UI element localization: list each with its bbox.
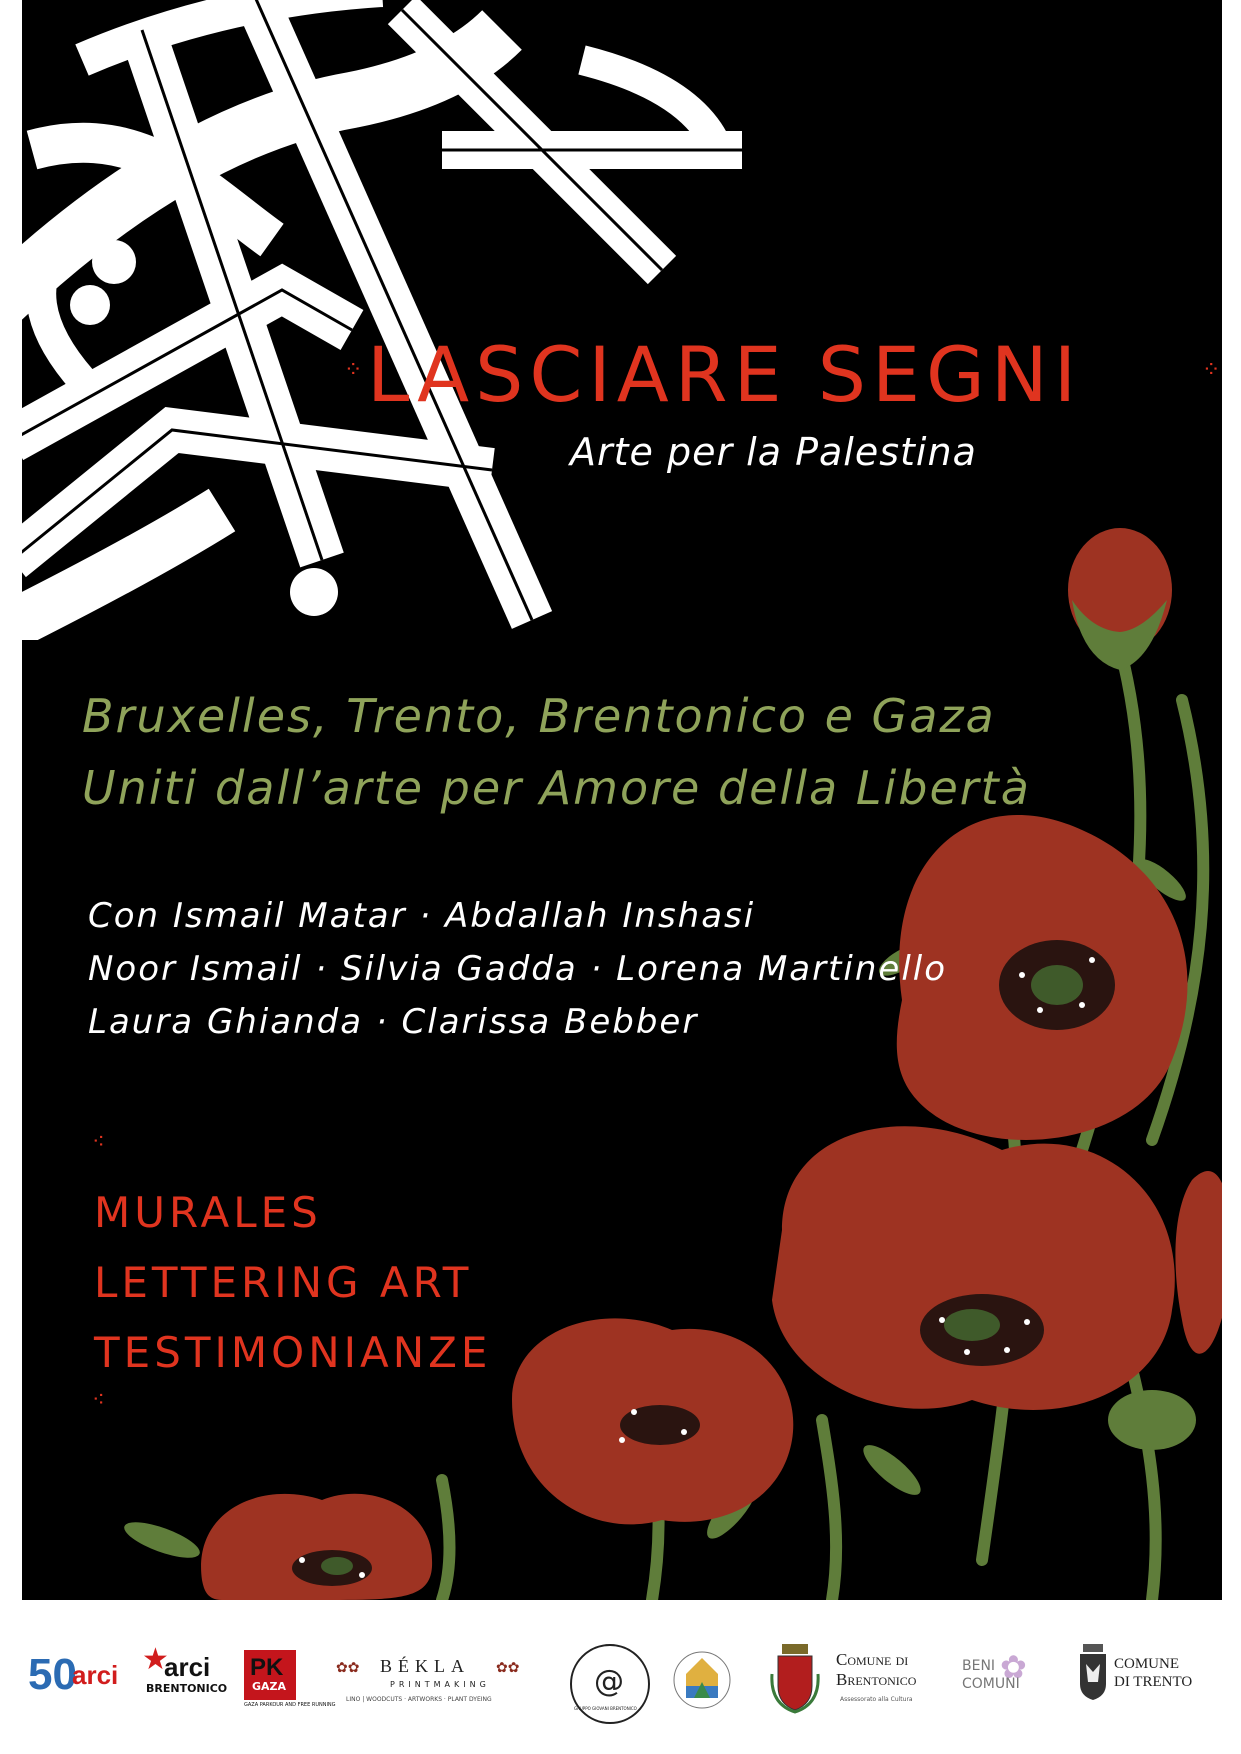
title-ornament-left: ⁘ bbox=[344, 358, 363, 383]
comune-brentonico-logo: Comune di Brentonico Assessorato alla Cultura bbox=[770, 1644, 950, 1724]
event-item: LETTERING ART bbox=[94, 1258, 473, 1307]
artist-line: Laura Ghianda · Clarissa Bebber bbox=[88, 1002, 699, 1042]
poster-margin bbox=[1222, 0, 1241, 1600]
arci-50-logo: 50 arci bbox=[28, 1650, 119, 1699]
poster bbox=[22, 0, 1222, 1600]
pk-gaza-logo: PK GAZA GAZA PARKOUR AND FREE RUNNING bbox=[244, 1650, 304, 1716]
star-icon: ★ bbox=[142, 1642, 169, 1677]
sponsor-logo-bar bbox=[0, 1600, 1241, 1754]
poster-subtitle: Arte per la Palestina bbox=[570, 430, 977, 474]
crest-icon bbox=[672, 1644, 732, 1724]
artist-line: Noor Ismail · Silvia Gadda · Lorena Martinello bbox=[88, 949, 948, 989]
coat-of-arms-icon bbox=[770, 1644, 820, 1714]
title-ornament-right: ⁘ bbox=[1202, 358, 1221, 383]
events-ornament-top: ⁖ bbox=[92, 1130, 105, 1155]
event-list bbox=[94, 1178, 491, 1388]
poster-title: LASCIARE SEGNI bbox=[367, 330, 1083, 419]
arci-brentonico-logo: ★ arci BRENTONICO bbox=[142, 1642, 228, 1695]
bekla-printmaking-logo: ✿✿ BÉKLA ✿✿ PRINTMAKING LINO | WOODCUTS · ARTWORKS · PLANT DYEING bbox=[336, 1656, 520, 1703]
flower-icon: ✿✿ bbox=[336, 1660, 360, 1676]
flower-icon: ✿ bbox=[1000, 1648, 1027, 1686]
events-ornament-bottom: ⁖ bbox=[92, 1388, 105, 1413]
eagle-crest-icon bbox=[1078, 1644, 1108, 1700]
parish-crest-logo bbox=[672, 1644, 732, 1724]
gruppo-giovani-logo: @ GRUPPO GIOVANI BRENTONICO bbox=[570, 1644, 650, 1724]
comune-trento-logo: COMUNE DI TRENTO bbox=[1078, 1644, 1228, 1714]
tagline bbox=[82, 680, 1031, 824]
artist-line: Con Ismail Matar · Abdallah Inshasi bbox=[88, 896, 756, 936]
flower-icon: ✿✿ bbox=[496, 1660, 520, 1676]
tagline-line: Uniti dall’arte per Amore della Libertà bbox=[82, 761, 1031, 815]
event-item: MURALES bbox=[94, 1188, 322, 1237]
beni-comuni-logo: BENI ✿ COMUNI bbox=[962, 1648, 1027, 1692]
artist-list bbox=[88, 890, 947, 1049]
event-item: TESTIMONIANZE bbox=[94, 1328, 492, 1377]
snail-icon: @ bbox=[594, 1664, 624, 1699]
tagline-line: Bruxelles, Trento, Brentonico e Gaza bbox=[82, 689, 996, 743]
